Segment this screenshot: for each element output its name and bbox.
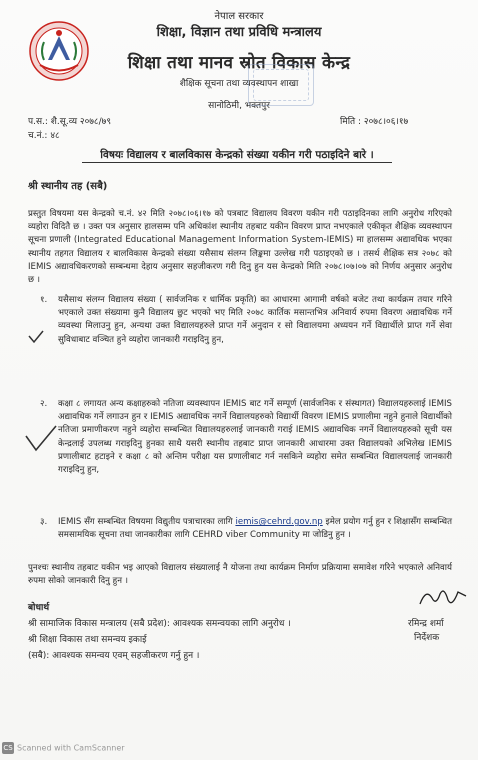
item-number: ३. — [40, 517, 48, 527]
cc-line: (सबै): आवश्यक समन्वय एवम् सहजीकरण गर्नु हुन । — [28, 651, 200, 661]
letter-date: मिति : २०७८।०६।१७ — [340, 117, 409, 127]
header-office: शिक्षा तथा मानव स्रोत विकास केन्द्र — [127, 53, 351, 73]
item-number: १. — [40, 295, 48, 305]
header-ministry: शिक्षा, विज्ञान तथा प्रविधि मन्त्रालय — [156, 25, 322, 40]
signatory-title: निर्देशक — [414, 633, 440, 643]
letter-subject: विषयः विद्यालय र बालविकास केन्द्रको संख्या यकीन गरी पठाइदिने बारे । — [82, 148, 392, 163]
cc-label: बोधार्थ — [28, 603, 50, 613]
addressee: श्री स्थानीय तह (सबै) — [28, 181, 108, 192]
camscanner-icon: CS — [3, 744, 13, 752]
handwritten-signature — [418, 584, 470, 612]
header-section: शैक्षिक सूचना तथा व्यवस्थापन शाखा — [179, 79, 299, 89]
handwritten-check-mark — [22, 424, 58, 454]
handwritten-check-mark — [28, 330, 44, 344]
cc-line: श्री सामाजिक विकास मन्त्रालय (सबै प्रदेश): आवश्यक समन्वयका लागि अनुरोध । — [28, 619, 291, 629]
scanner-watermark: CS Scanned with CamScanner — [3, 743, 125, 753]
cc-line: श्री शिक्षा विकास तथा समन्वय इकाई — [28, 635, 147, 645]
closing-paragraph: पुनश्चः स्थानीय तहबाट यकीन भइ आएको विद्यालय संख्यालाई नै योजना तथा कार्यक्रम निर्माण प्रक्रियामा समावेश गरिने भएकाले अनिवार्य रुपमा सोको जानकारी दिनु हुन । — [28, 563, 452, 587]
header-government: नेपाल सरकार — [214, 11, 264, 22]
reference-number: प.स.: शै.सू.व्य २०७८/७९ — [28, 117, 112, 127]
instruction-item-1: यसैसाथ संलग्न विद्यालय संख्या ( सार्वजनिक र धार्मिक प्रकृति) का आधारमा आगामी वर्षको बजेट तथा कार्यक्रम तयार गरिने भएकाले उक्त संख्यामा कुनै विद्यालय छुट भएको भए मिति २०७८ कार्तिक मसान्तभित्र अनिवार्य रुपमा विवरण अद्यावधिक गर्ने व्यवस्था मिलाउनु हुन, अन्यथा उक्त विद्यालयहरुले प्राप्त गर्ने अनुदान र सो विद्यालयमा अध्ययन गर्ने विद्यार्थीले प्राप्त गर्ने सेवा सुविधाबाट वञ्चित हुने व्यहोरा जानकारी गराइदिनु हुन, — [58, 295, 452, 345]
signatory-name: रमिन्द्र शर्मा — [408, 619, 444, 629]
email-link[interactable]: iemis@cehrd.gov.np — [235, 517, 323, 527]
dispatch-number: च.नं.: ४८ — [28, 131, 60, 141]
office-stamp — [248, 64, 314, 106]
item-number: २. — [40, 399, 48, 409]
header-address: सानोठिमी, भक्तपुर — [208, 101, 270, 111]
instruction-item-3: IEMIS सँग सम्बन्धित विषयमा विद्युतीय पत्राचारका लागि iemis@cehrd.gov.np इमेल प्रयोग गर्नु हुन र शिक्षासँग सम्बन्धित समसामयिक सूचना तथा जानकारीका लागि CEHRD viber Community मा जोडिनु हुन । — [58, 517, 452, 541]
instruction-item-2: कक्षा ८ लगायत अन्य कक्षाहरुको नतिजा व्यवस्थापन IEMIS बाट गर्ने सम्पूर्ण (सार्वजनिक र संस्थागत) विद्यालयहरुलाई IEMIS अद्यावधिक गर्ने लगाउन हुन र IEMIS अद्यावधिक नगर्ने विद्यालयहरुको विद्यार्थी विवरण IEMIS प्रणालीमा नहुने हुनाले विद्यार्थीको नतिजा प्रमाणीकरण नहुने व्यहोरा सम्बन्धित विद्यालयहरुलाई जानकारी गराई IEMIS अद्यावधिक नगर्ने विद्यालयहरुको सूची यस केन्द्रलाई उपलब्ध गराइदिनु हुनका साथै यसरी स्थानीय तहबाट प्राप्त जानकारी आधारमा उक्त विद्यालयको अभिलेख IEMIS प्रणालीबाट हटाइने र कक्षा ८ को अन्तिम परीक्षा यस प्रणालीबाट गर्न नसकिने व्यहोरा समेत सम्बन्धित विद्यालयलाई जानकारी गराइदिनु हुन, — [58, 399, 452, 476]
body-paragraph: प्रस्तुत विषयमा यस केन्द्रको च.नं. ४२ मिति २०७८।०६।१७ को पत्रबाट विद्यालय विवरण यकीन गरी पठाइदिनका लागि अनुरोध गरिएको व्यहोरा विदितै छ । उक्त पत्र अनुसार हालसम्म पनि अधिकांश स्थानीय तहबाट यकीन विवरण प्राप्त नभएकाले एकीकृत शैक्षिक व्यवस्थापन सूचना प्रणाली (Integrated Educational Management Information System-IEMIS) मा हालसम्म अद्यावधिक भएका स्थानीय तहगत विद्यालय र बालविकास केन्द्रको संख्या यसैसाथ संलग्न लिङ्कमा उल्लेख गरी पठाइएको छ । तसर्थ शैक्षिक सत्र २०७८ को IEMIS अद्यावधिकरणको सम्बन्धमा देहाय अनुसार सहजीकरण गरी दिनु हुन यस केन्द्रको मिति २०७८।०७।०७ को निर्णय अनुसार अनुरोध छ । — [28, 209, 452, 286]
